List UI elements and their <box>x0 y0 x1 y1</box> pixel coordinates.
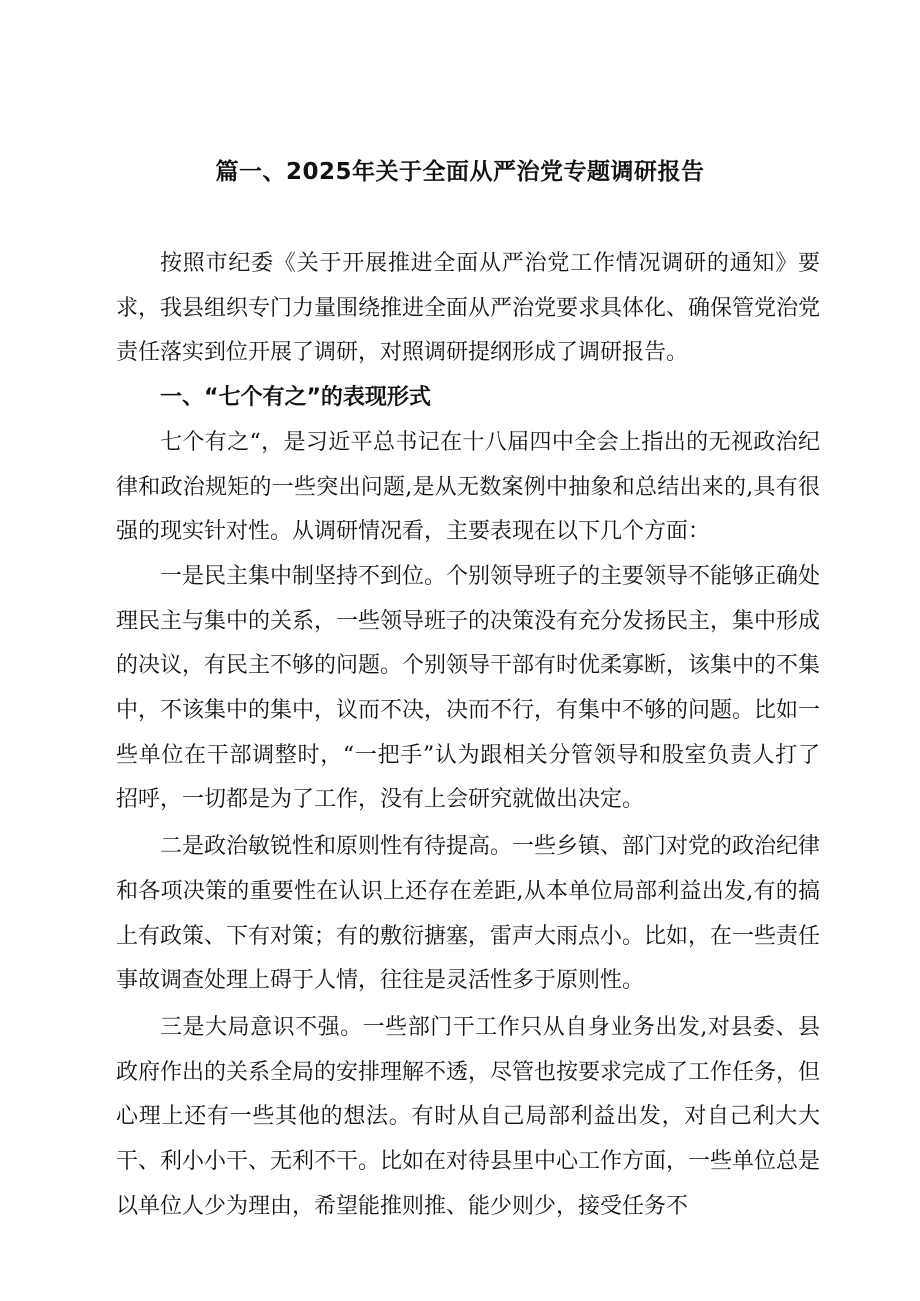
paragraph-point-1: 一是民主集中制坚持不到位。个别领导班子的主要领导不能够正确处理民主与集中的关系，一些领导班子的决策没有充分发扬民主，集中形成的决议，有民主不够的问题。个别领导干部有时优柔寡断，该集中的不集中，不该集中的集中，议而不决，决而不行，有集中不够的问题。比如一些单位在干部调整时，“一把手”认为跟相关分管领导和股室负责人打了招呼，一切都是为了工作，没有上会研究就做出决定。 <box>116 563 821 813</box>
paragraph-intro: 按照市纪委《关于开展推进全面从严治党工作情况调研的通知》要求，我县组织专门力量围绕推进全面从严治党要求具体化、确保管党治党责任落实到位开展了调研，对照调研提纲形成了调研报告。 <box>116 251 821 366</box>
section-heading-1: 一、“七个有之”的表现形式 <box>160 385 431 411</box>
document-body <box>116 242 820 1229</box>
paragraph-point-3: 三是大局意识不强。一些部门干工作只从自身业务出发,对县委、县政府作出的关系全局的安排理解不透，尽管也按要求完成了工作任务，但心理上还有一些其他的想法。有时从自己局部利益出发，对自己利大大干、利小小干、无利不干。比如在对待县里中心工作方面，一些单位总是以单位人少为理由，希望能推则推、能少则少，接受任务不 <box>116 1014 821 1219</box>
paragraph-seven-points: 七个有之“，是习近平总书记在十八届四中全会上指出的无视政治纪律和政治规矩的一些突出问题,是从无数案例中抽象和总结出来的,具有很强的现实针对性。从调研情况看，主要表现在以下几个方面： <box>116 429 820 545</box>
document-title: 篇一、2025年关于全面从严治党专题调研报告 <box>215 159 705 185</box>
paragraph-point-2: 二是政治敏锐性和原则性有待提高。一些乡镇、部门对党的政治纪律和各项决策的重要性在认识上还存在差距,从本单位局部利益出发,有的搞上有政策、下有对策；有的敷衍搪塞，雷声大雨点小。比如，在一些责任事故调查处理上碍于人情，往往是灵活性多于原则性。 <box>116 834 821 994</box>
